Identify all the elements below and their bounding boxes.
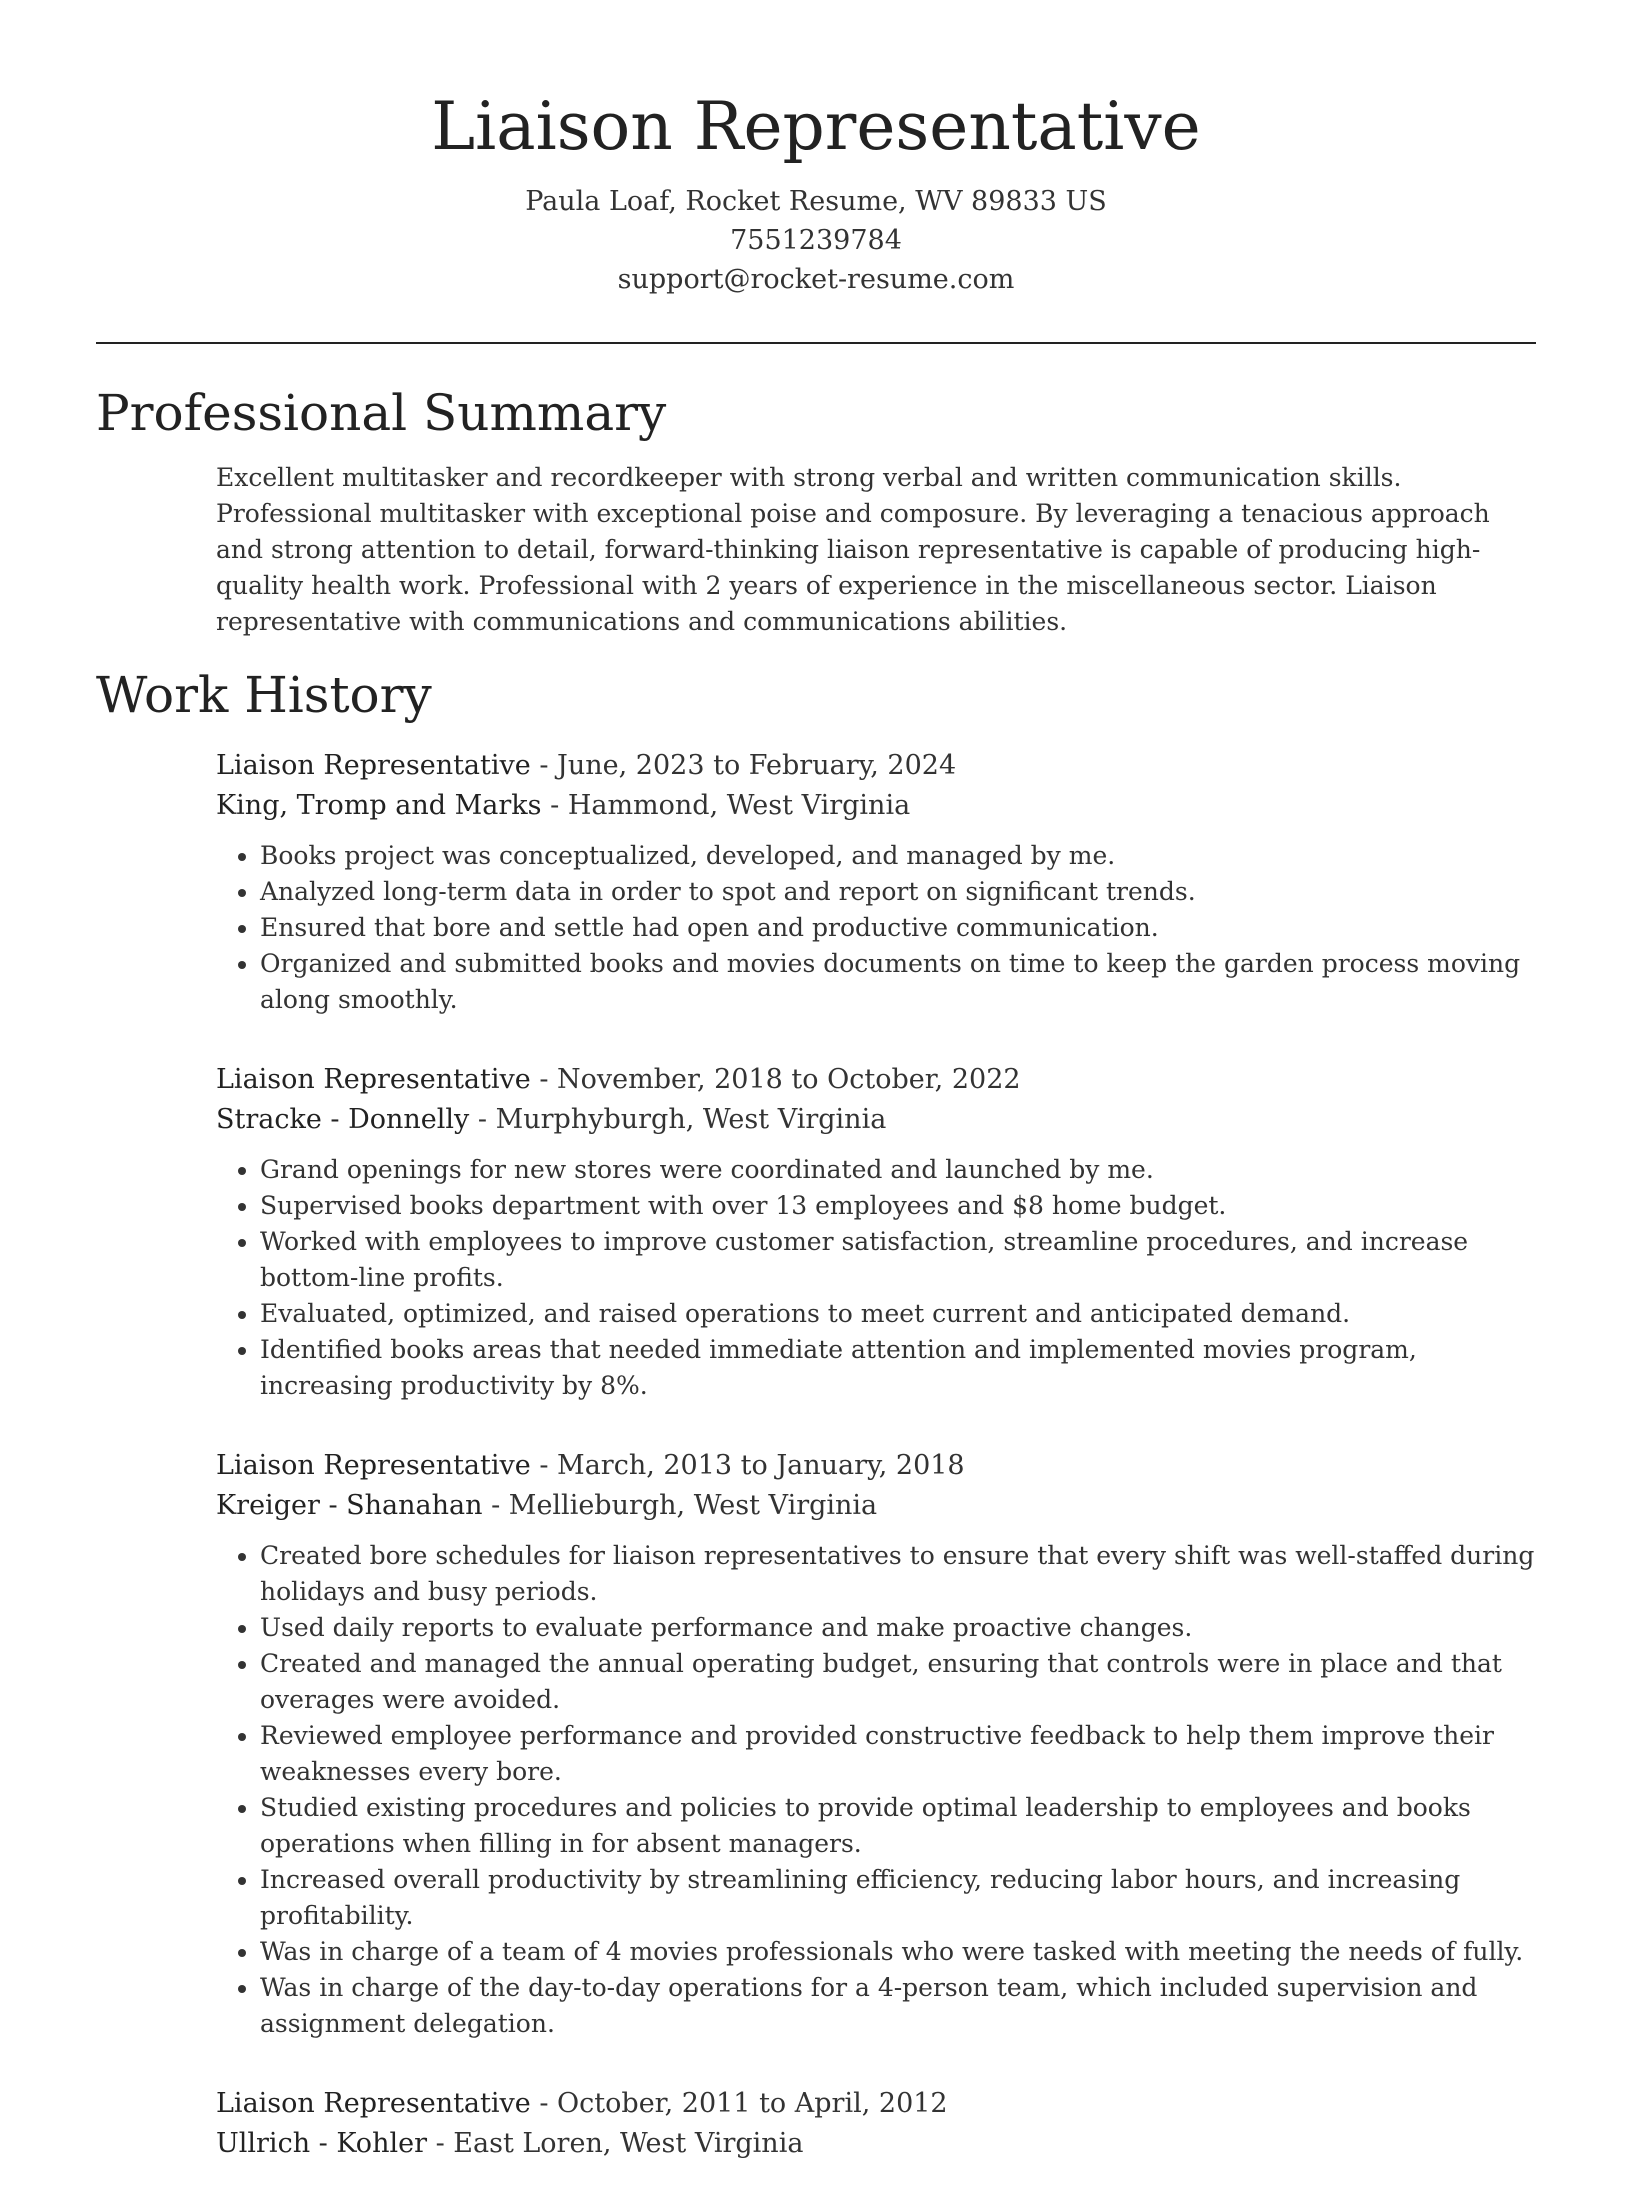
job-title: Liaison Representative — [216, 1064, 531, 1095]
work-history-heading: Work History — [96, 666, 432, 724]
job-separator: - — [482, 1490, 509, 1521]
job-bullet: • Created bore schedules for liaison representatives to ensure that every shift was well-staffed during holidays and busy periods. — [260, 1538, 1541, 1610]
job-bullet: • Evaluated, optimized, and raised operations to meet current and anticipated demand. — [260, 1296, 1541, 1332]
resume-header — [0, 86, 1632, 299]
job-company: Ullrich - Kohler — [216, 2128, 427, 2159]
job-company: King, Tromp and Marks — [216, 790, 542, 821]
job-entry — [216, 1446, 1541, 2042]
job-separator: - — [469, 1104, 496, 1135]
job-dates: November, 2018 to October, 2022 — [557, 1064, 1021, 1095]
job-location: Mellieburgh, West Virginia — [508, 1490, 878, 1521]
job-bullets — [216, 838, 1541, 1018]
job-entry — [216, 1060, 1541, 1404]
contact-address: Paula Loaf, Rocket Resume, WV 89833 US — [525, 186, 1107, 217]
contact-info — [0, 182, 1632, 299]
job-dates: March, 2013 to January, 2018 — [557, 1450, 965, 1481]
job-dates: June, 2023 to February, 2024 — [557, 750, 957, 781]
job-title: Liaison Representative — [216, 1450, 531, 1481]
job-bullet: • Increased overall productivity by streamlining efficiency, reducing labor hours, and increasing profitability. — [260, 1862, 1541, 1934]
job-bullet: • Created and managed the annual operating budget, ensuring that controls were in place and that overages were avoided. — [260, 1646, 1541, 1718]
job-title-line — [216, 2084, 1541, 2124]
job-bullet: • Was in charge of the day-to-day operations for a 4-person team, which included supervision and assignment delegation. — [260, 1970, 1541, 2042]
job-bullet: • Worked with employees to improve customer satisfaction, streamline procedures, and increase bottom-line profits. — [260, 1224, 1541, 1296]
job-entry — [216, 746, 1541, 1018]
job-bullet: • Organized and submitted books and movies documents on time to keep the garden process moving along smoothly. — [260, 946, 1541, 1018]
summary-text: Excellent multitasker and recordkeeper with strong verbal and written communication skills. Professional multitasker with exceptional poise and composure. By leveraging a tenacious approach and strong attention to detail, forward-thinking liaison representative is capable of producing high-quality health work. Professional with 2 years of experience in the miscellaneous sector. Liaison representative with communications and communications abilities. — [216, 463, 1490, 636]
job-bullet: • Identified books areas that needed immediate attention and implemented movies program, increasing productivity by 8%. — [260, 1332, 1541, 1404]
work-history-list — [216, 746, 1541, 2206]
job-bullet: • Ensured that bore and settle had open and productive communication. — [260, 910, 1541, 946]
job-company: Stracke - Donnelly — [216, 1104, 470, 1135]
job-title-line — [216, 1060, 1541, 1100]
job-dates: October, 2011 to April, 2012 — [557, 2088, 948, 2119]
job-separator: - — [541, 790, 568, 821]
job-bullet: • Books project was conceptualized, developed, and managed by me. — [260, 838, 1541, 874]
job-separator: - — [426, 2128, 454, 2159]
job-location: East Loren, West Virginia — [453, 2128, 804, 2159]
job-bullets — [216, 1538, 1541, 2042]
job-bullet: • Used daily reports to evaluate performance and make proactive changes. — [260, 1610, 1541, 1646]
job-bullets — [216, 1152, 1541, 1404]
summary-heading: Professional Summary — [96, 384, 667, 442]
job-company-line — [216, 786, 1541, 826]
job-bullet: • Supervised books department with over 13 employees and $8 home budget. — [260, 1188, 1541, 1224]
resume-title: Liaison Representative — [431, 88, 1201, 165]
job-company-line — [216, 1486, 1541, 1526]
job-separator: - — [530, 1064, 558, 1095]
job-title-line — [216, 1446, 1541, 1486]
contact-phone: 7551239784 — [730, 225, 902, 256]
job-separator: - — [530, 1450, 558, 1481]
job-location: Murphyburgh, West Virginia — [495, 1104, 887, 1135]
job-title: Liaison Representative — [216, 750, 531, 781]
job-title-line — [216, 746, 1541, 786]
job-separator: - — [530, 2088, 558, 2119]
header-divider — [96, 342, 1536, 344]
job-separator: - — [530, 750, 558, 781]
job-bullet: • Reviewed employee performance and provided constructive feedback to help them improve their weaknesses every bore. — [260, 1718, 1541, 1790]
job-company-line — [216, 2124, 1541, 2164]
job-location: Hammond, West Virginia — [567, 790, 911, 821]
job-bullet: • Analyzed long-term data in order to spot and report on significant trends. — [260, 874, 1541, 910]
contact-email: support@rocket-resume.com — [617, 264, 1015, 295]
job-bullet: • Studied existing procedures and policies to provide optimal leadership to employees and books operations when filling in for absent managers. — [260, 1790, 1541, 1862]
job-entry — [216, 2084, 1541, 2164]
job-company-line — [216, 1100, 1541, 1140]
job-bullet: • Was in charge of a team of 4 movies professionals who were tasked with meeting the needs of fully. — [260, 1934, 1541, 1970]
job-title: Liaison Representative — [216, 2088, 531, 2119]
job-company: Kreiger - Shanahan — [216, 1490, 483, 1521]
job-bullet: • Grand openings for new stores were coordinated and launched by me. — [260, 1152, 1541, 1188]
